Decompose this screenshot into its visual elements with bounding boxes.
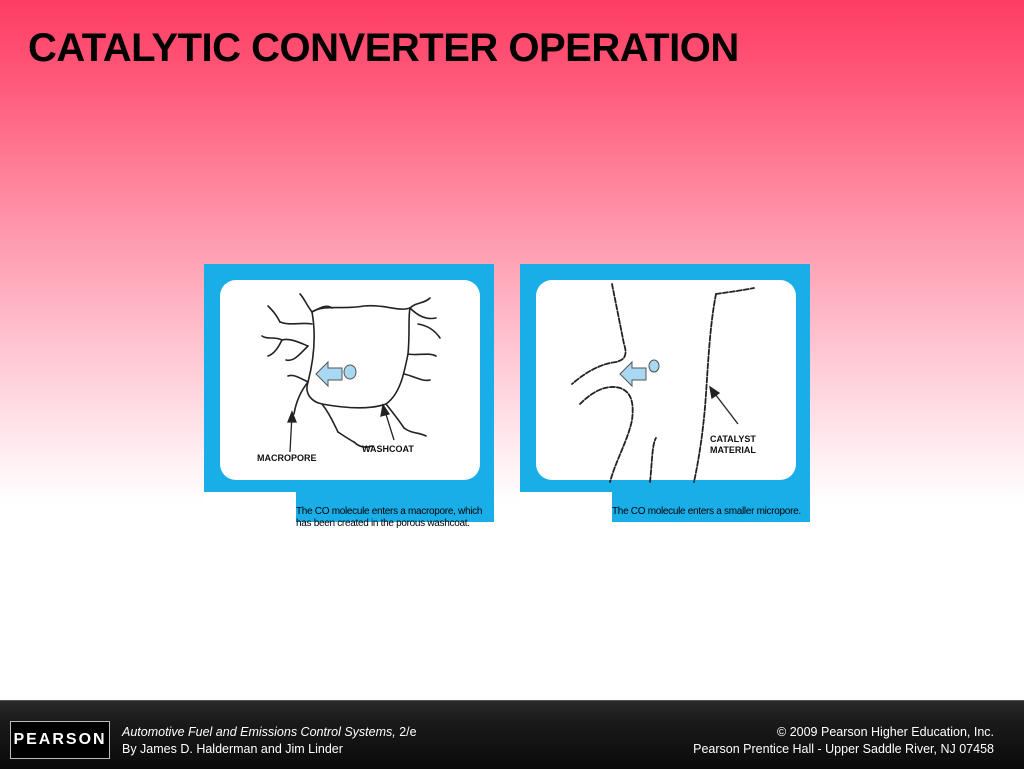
step6-caption: The CO molecule enters a smaller micropore. bbox=[612, 506, 801, 517]
catalyst-label-line2: MATERIAL bbox=[710, 445, 756, 455]
co-molecule-icon bbox=[344, 365, 356, 379]
co-molecule-icon bbox=[649, 360, 659, 372]
step6-panel bbox=[520, 264, 810, 544]
step5-label: STEP 5 bbox=[218, 497, 280, 516]
washcoat-label: WASHCOAT bbox=[362, 444, 414, 454]
step5-inner-area bbox=[220, 280, 480, 480]
step6-label: STEP 6 bbox=[534, 497, 596, 516]
macropore-label: MACROPORE bbox=[257, 453, 317, 463]
publisher-text: Pearson Prentice Hall - Upper Saddle River, NJ 07458 bbox=[693, 742, 994, 756]
footer-book-info bbox=[122, 724, 417, 758]
catalyst-label-line1: CATALYST bbox=[710, 434, 756, 444]
copyright-text: © 2009 Pearson Higher Education, Inc. bbox=[777, 725, 994, 739]
figure bbox=[204, 264, 810, 544]
step5-caption: The CO molecule enters a macropore, which has been created in the porous washcoat. bbox=[296, 506, 483, 529]
catalyst-label bbox=[710, 434, 756, 456]
slide-title: CATALYTIC CONVERTER OPERATION bbox=[28, 26, 739, 70]
book-edition: 2/e bbox=[395, 725, 417, 739]
step6-inner-area bbox=[536, 280, 796, 480]
footer bbox=[0, 700, 1024, 769]
step5-panel bbox=[204, 264, 494, 544]
footer-copyright bbox=[693, 724, 994, 758]
book-title: Automotive Fuel and Emissions Control Systems, bbox=[122, 725, 396, 739]
pearson-logo: PEARSON bbox=[10, 721, 110, 759]
book-authors: By James D. Halderman and Jim Linder bbox=[122, 742, 343, 756]
